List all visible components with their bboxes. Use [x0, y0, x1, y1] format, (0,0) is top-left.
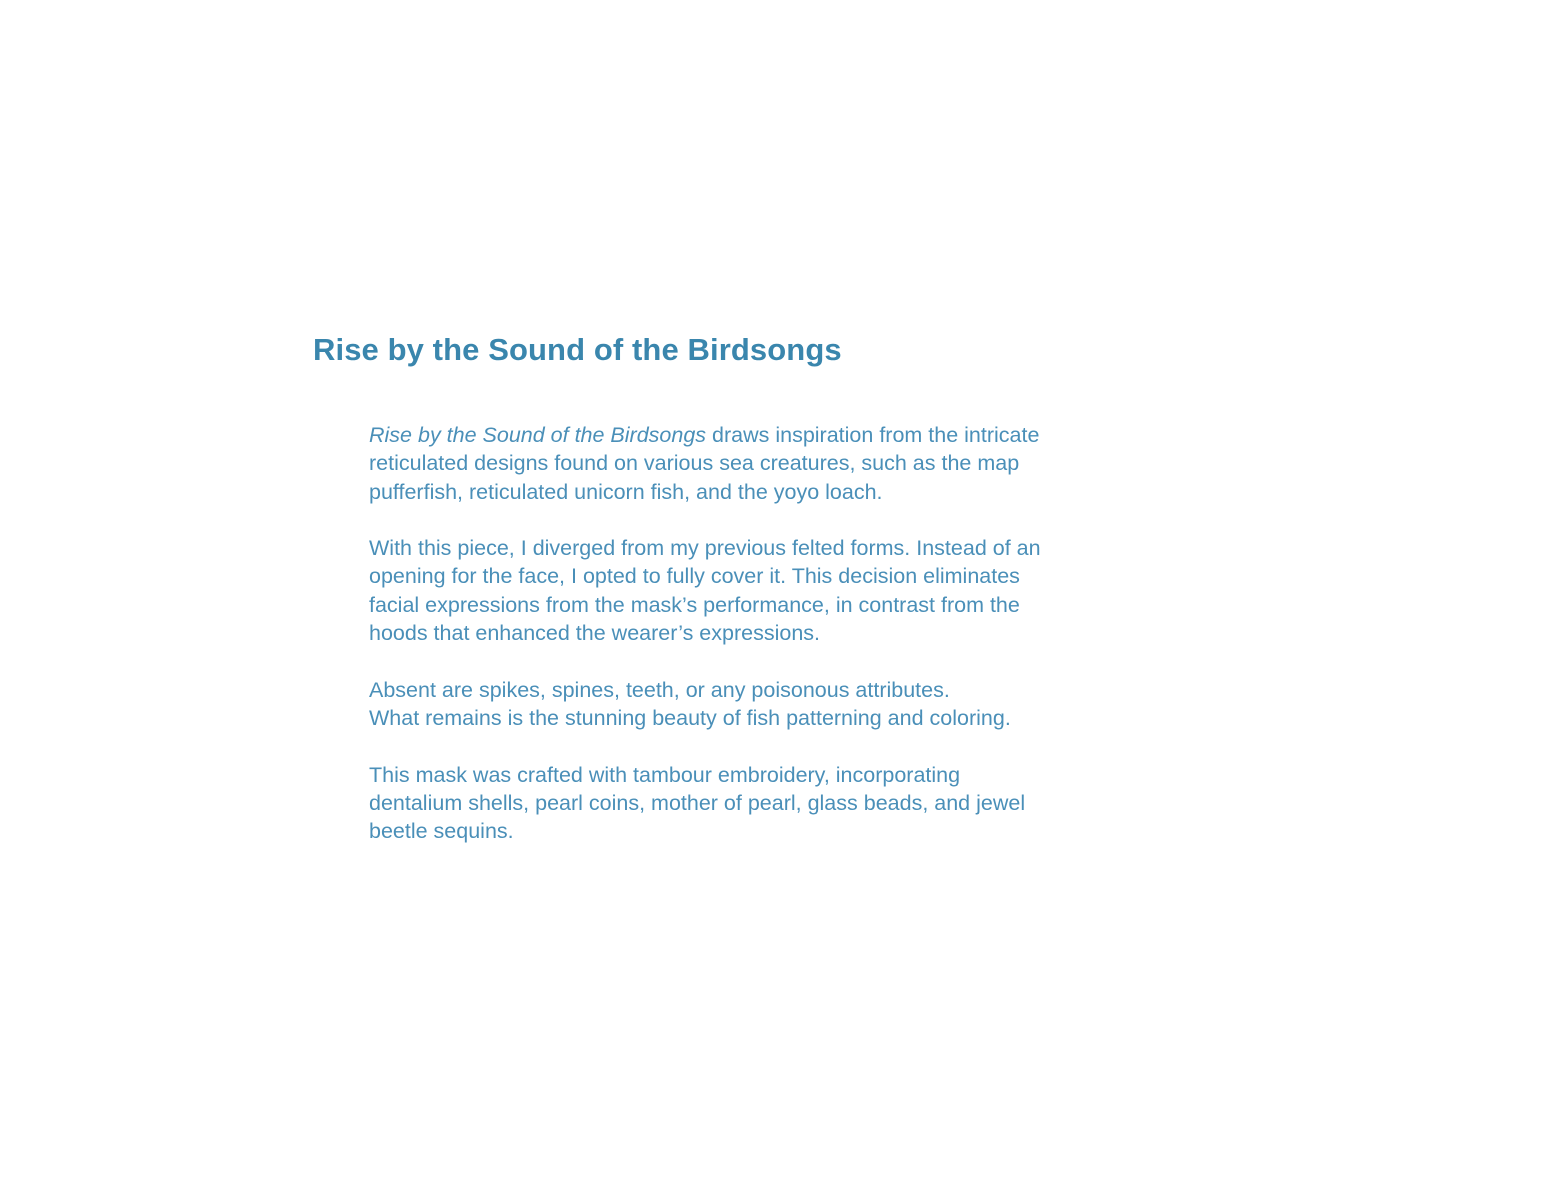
paragraph-line: This mask was crafted with tambour embroidery, incorporating: [369, 762, 961, 787]
paragraph-line: opening for the face, I opted to fully cover it. This decision eliminates: [369, 564, 1020, 589]
paragraph-line: dentalium shells, pearl coins, mother of pearl, glass beads, and jewel: [369, 790, 1026, 815]
paragraph-line: With this piece, I diverged from my previous felted forms. Instead of an: [369, 536, 1041, 561]
paragraph-line: reticulated designs found on various sea creatures, such as the map: [369, 451, 1020, 476]
page-title: Rise by the Sound of the Birdsongs: [313, 332, 842, 367]
paragraph-line: What remains is the stunning beauty of fish patterning and coloring.: [369, 705, 1011, 730]
artwork-description: [369, 421, 1169, 874]
artwork-title-italic: Rise by the Sound of the Birdsongs: [369, 423, 707, 447]
paragraph-line: beetle sequins.: [369, 819, 514, 844]
paragraph-line: hoods that enhanced the wearer’s expressions.: [369, 621, 820, 646]
paragraph-line-text: draws inspiration from the intricate: [706, 423, 1040, 447]
paragraph-line: facial expressions from the mask’s performance, in contrast from the: [369, 592, 1020, 617]
paragraph-form: [369, 534, 1169, 647]
paragraph-line: pufferfish, reticulated unicorn fish, and the yoyo loach.: [369, 479, 883, 504]
paragraph-line: [369, 421, 1169, 449]
paragraph-inspiration: [369, 421, 1169, 506]
paragraph-line: Absent are spikes, spines, teeth, or any poisonous attributes.: [369, 677, 950, 702]
paragraph-materials: [369, 761, 1169, 846]
paragraph-attributes: [369, 676, 1169, 733]
